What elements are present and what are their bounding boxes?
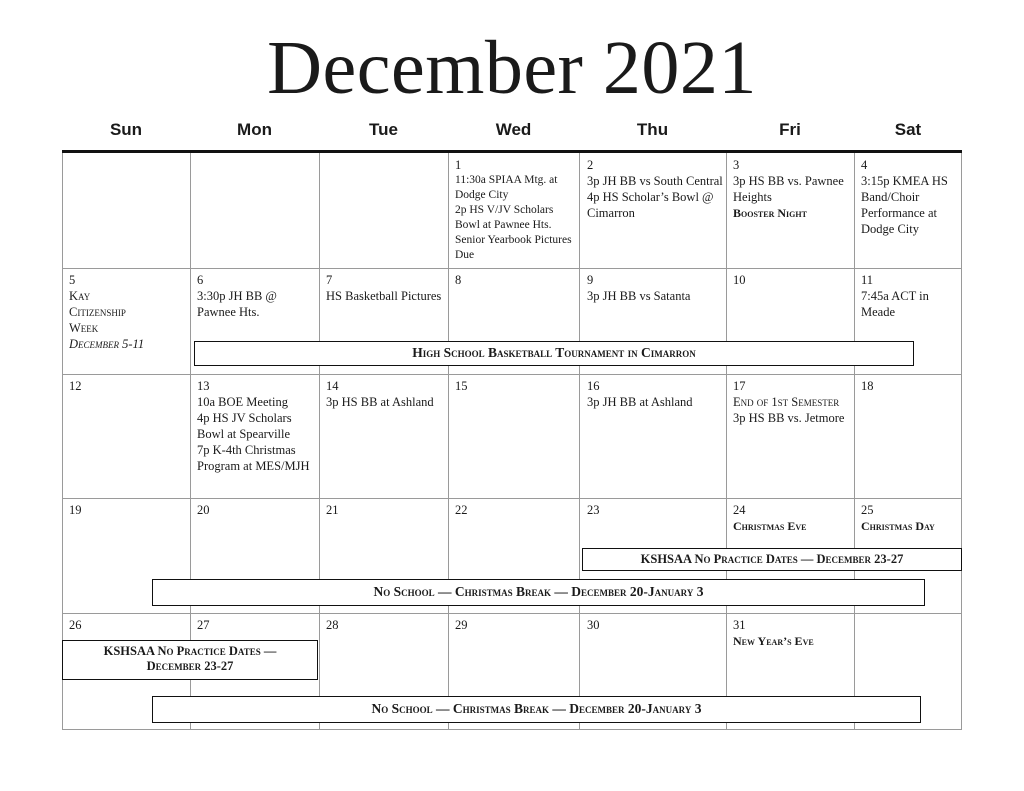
- day-number: 5: [69, 273, 76, 287]
- kshsaa-banner-week5: [62, 640, 318, 680]
- day-cell-10: [733, 272, 851, 288]
- grid-vline: [319, 153, 320, 729]
- kshsaa-banner-line: KSHSAA No Practice Dates —: [103, 644, 277, 658]
- dow-sun: Sun: [109, 120, 143, 139]
- day-cell-14: [326, 378, 446, 410]
- grid-hline: [62, 729, 962, 730]
- grid-hline: [62, 613, 962, 614]
- day-cell-11: [861, 272, 959, 320]
- day-cell-12: [69, 378, 189, 394]
- day-number: 13: [197, 379, 210, 393]
- grid-hline: [62, 374, 962, 375]
- day-cell-8: [455, 272, 575, 288]
- day-cell-26: [69, 617, 189, 633]
- event: 3p JH BB at Ashland: [587, 395, 693, 409]
- kay-dates: December 5-11: [69, 337, 145, 351]
- event: 3p HS BB vs. Jetmore: [733, 411, 845, 425]
- day-cell-25: [861, 502, 959, 534]
- event: Senior Yearbook Pictures Due: [455, 234, 572, 261]
- day-number: 23: [587, 503, 600, 517]
- day-cell-13: [197, 378, 317, 474]
- day-number: 7: [326, 273, 333, 287]
- grid-vline: [448, 153, 449, 729]
- dow-mon: Mon: [237, 120, 272, 139]
- day-cell-4: [861, 157, 959, 237]
- day-cell-18: [861, 378, 959, 394]
- event-highlight: New Year’s Eve: [733, 634, 814, 648]
- day-cell-20: [197, 502, 317, 518]
- day-number: 25: [861, 503, 874, 517]
- day-number: 12: [69, 379, 82, 393]
- event: 3:30p JH BB @ Pawnee Hts.: [197, 289, 277, 319]
- event: HS Basketball Pictures: [326, 289, 442, 303]
- day-cell-27: [197, 617, 317, 633]
- kay-label: Week: [69, 321, 99, 335]
- day-number: 26: [69, 618, 82, 632]
- grid-vline: [726, 153, 727, 729]
- day-number: 24: [733, 503, 746, 517]
- day-number: 20: [197, 503, 210, 517]
- event: 4p HS JV Scholars Bowl at Spearville: [197, 411, 292, 441]
- day-number: 18: [861, 379, 874, 393]
- grid-hline: [62, 498, 962, 499]
- day-cell-7: [326, 272, 446, 304]
- kshsaa-banner: KSHSAA No Practice Dates — December 23-27: [582, 548, 962, 571]
- day-cell-16: [587, 378, 723, 410]
- day-cell-31: [733, 617, 851, 649]
- semester-end: End of 1st Semester: [733, 395, 840, 409]
- event: 3p HS BB at Ashland: [326, 395, 434, 409]
- event: 11:30a SPIAA Mtg. at Dodge City: [455, 174, 558, 201]
- christmas-break-banner: No School — Christmas Break — December 20-January 3: [152, 579, 925, 606]
- event-highlight: Christmas Eve: [733, 519, 807, 533]
- day-cell-30: [587, 617, 723, 633]
- day-number: 9: [587, 273, 594, 287]
- dow-wed: Wed: [495, 120, 532, 139]
- kshsaa-banner-line: December 23-27: [146, 659, 234, 673]
- day-number: 22: [455, 503, 468, 517]
- day-cell-21: [326, 502, 446, 518]
- kay-label: Kay: [69, 289, 91, 303]
- day-number: 19: [69, 503, 82, 517]
- day-cell-5: [69, 272, 189, 352]
- day-number: 27: [197, 618, 210, 632]
- event: 3p JH BB vs Satanta: [587, 289, 691, 303]
- event-highlight: Booster Night: [733, 206, 807, 220]
- calendar-title: December 2021: [267, 26, 757, 110]
- dow-thu: Thu: [636, 120, 669, 139]
- day-number: 16: [587, 379, 600, 393]
- day-cell-15: [455, 378, 575, 394]
- day-cell-24: [733, 502, 851, 534]
- day-number: 2: [587, 158, 594, 172]
- day-number: 4: [861, 158, 868, 172]
- day-number: 3: [733, 158, 740, 172]
- grid-vline: [961, 153, 962, 729]
- day-cell-3: [733, 157, 851, 221]
- day-cell-2: [587, 157, 723, 221]
- dow-fri: Fri: [779, 120, 801, 139]
- day-number: 31: [733, 618, 746, 632]
- event: 10a BOE Meeting: [197, 395, 288, 409]
- event: 3p JH BB vs South Central: [587, 174, 723, 188]
- day-number: 30: [587, 618, 600, 632]
- day-cell-6: [197, 272, 317, 320]
- grid-top-rule: [62, 150, 962, 153]
- tournament-banner: High School Basketball Tournament in Cimarron: [194, 341, 914, 366]
- event: 7:45a ACT in Meade: [861, 289, 929, 319]
- day-number: 28: [326, 618, 339, 632]
- event: 3:15p KMEA HS Band/Choir Performance at Dodge City: [861, 174, 948, 236]
- event-highlight: Christmas Day: [861, 519, 935, 533]
- day-cell-29: [455, 617, 575, 633]
- day-number: 8: [455, 273, 462, 287]
- event: 2p HS V/JV Scholars Bowl at Pawnee Hts.: [455, 204, 554, 231]
- day-number: 10: [733, 273, 746, 287]
- event: 3p HS BB vs. Pawnee Heights: [733, 174, 844, 204]
- day-cell-22: [455, 502, 575, 518]
- christmas-break-banner-week5: No School — Christmas Break — December 20-January 3: [152, 696, 921, 723]
- day-cell-23: [587, 502, 723, 518]
- grid-hline: [62, 268, 962, 269]
- kay-label: Citizenship: [69, 305, 126, 319]
- grid-vline: [579, 153, 580, 729]
- dow-sat: Sat: [894, 120, 922, 139]
- day-cell-1: [455, 157, 577, 263]
- event: 4p HS Scholar’s Bowl @ Cimarron: [587, 190, 714, 220]
- day-number: 15: [455, 379, 468, 393]
- grid-vline: [854, 153, 855, 729]
- day-number: 29: [455, 618, 468, 632]
- day-number: 17: [733, 379, 746, 393]
- event: 7p K-4th Christmas Program at MES/MJH: [197, 443, 310, 473]
- dow-tue: Tue: [369, 120, 398, 139]
- day-cell-19: [69, 502, 189, 518]
- day-number: 21: [326, 503, 339, 517]
- day-cell-9: [587, 272, 723, 304]
- day-number: 14: [326, 379, 339, 393]
- day-number: 11: [861, 273, 874, 287]
- day-cell-17: [733, 378, 853, 426]
- day-cell-28: [326, 617, 446, 633]
- day-number: 6: [197, 273, 204, 287]
- day-number: 1: [455, 158, 462, 172]
